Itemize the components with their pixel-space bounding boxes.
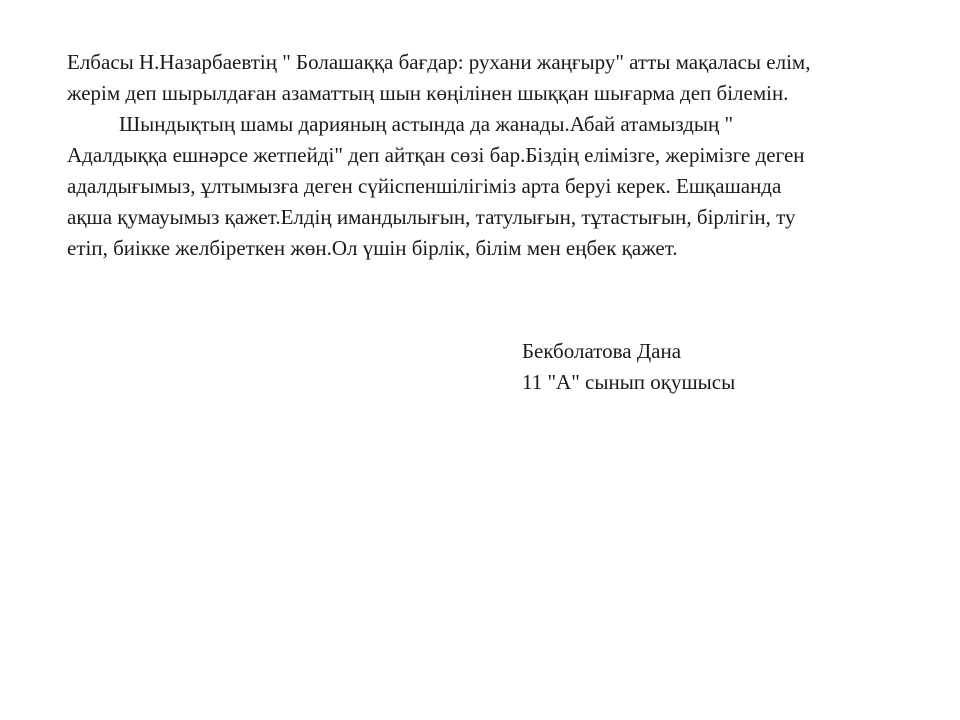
text-line: адалдығымыз, ұлтымызға деген сүйіспеншілігіміз арта беруі керек. Ешқашанда (67, 174, 782, 198)
author-signature (522, 336, 735, 398)
text-line: Адалдыққа ешнәрсе жетпейді" деп айтқан сөзі бар.Біздің елімізге, жерімізге деген (67, 143, 805, 167)
text-line: жерім деп шырылдаған азаматтың шын көңілінен шыққан шығарма деп білемін. (67, 81, 789, 105)
essay-body (67, 47, 927, 264)
paragraph-start-line: Шындықтың шамы дарияның астында да жанады.Абай атамыздың " (119, 112, 734, 136)
author-name: Бекболатова Дана (522, 339, 682, 363)
text-line: етіп, биікке желбіреткен жөн.Ол үшін бірлік, білім мен еңбек қажет. (67, 236, 678, 260)
text-line: Елбасы Н.Назарбаевтің " Болашаққа бағдар: рухани жаңғыру" атты мақаласы елім, (67, 50, 811, 74)
text-line: ақша қумауымыз қажет.Елдің имандылығын, татулығын, тұтастығын, бірлігін, ту (67, 205, 796, 229)
author-class: 11 "А" сынып оқушысы (522, 370, 736, 394)
